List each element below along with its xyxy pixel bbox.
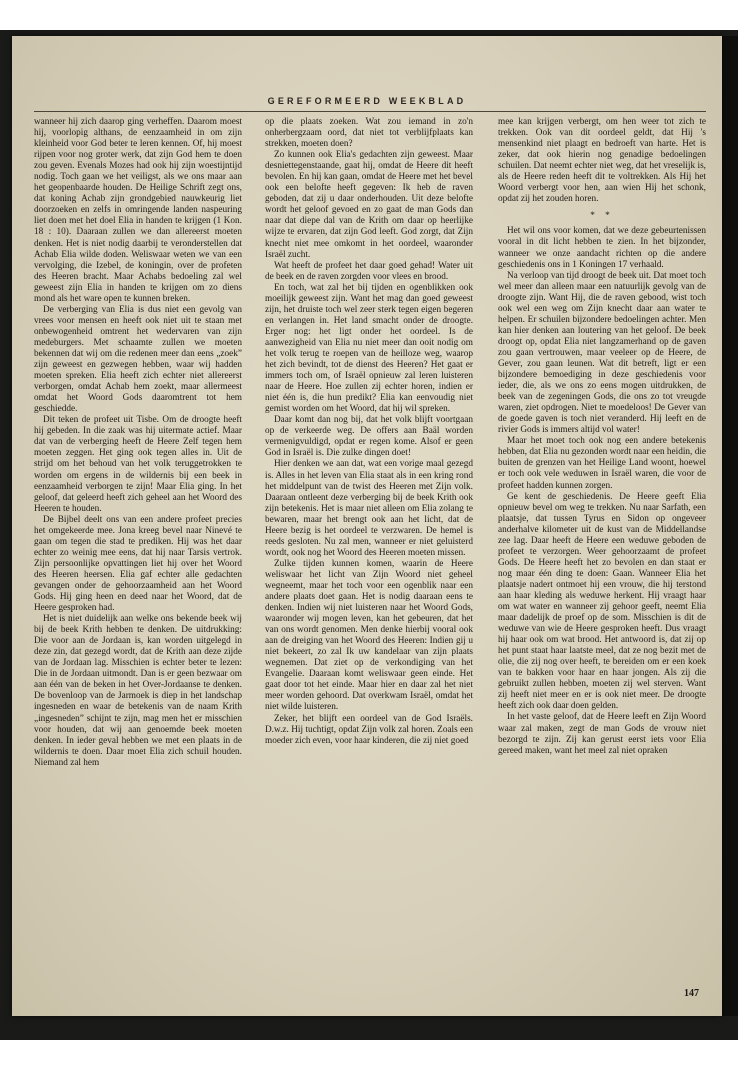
paragraph: op die plaats zoeken. Wat zou iemand in zo'n onherbergzaam oord, dat niet tot verblijfplaats kan strekken, moeten doen? (265, 117, 473, 150)
header-rule (34, 111, 706, 112)
page-number: 147 (684, 988, 699, 999)
scan-dark-edge (722, 36, 738, 1016)
paragraph: Maar het moet toch ook nog een andere betekenis hebben, dat Elia nu gezonden wordt naar een heidin, die buiten de grenzen van het Heilige Land woont, hoewel er toch ook vele weduwen in Israël waren, die voor de profeet hadden kunnen zorgen. (498, 436, 706, 491)
paragraph: De verberging van Elia is dus niet een gevolg van vrees voor mensen en heeft ook niet uit te staan met onbewogenheid omtrent het wedervaren van zijn medeburgers. Met schaamte zullen we moeten bekennen dat wij om die redenen meer dan eens „zoek” zijn geweest en gezwegen hebben, waar wij hadden moeten spreken. Elia heeft zich echter niet allereerst verborgen, omdat Achab hem zoekt, maar allermeest omdat het Woord Gods daaromtrent tot hem geschiedde. (34, 304, 242, 415)
running-header: GEREFORMEERD WEEKBLAD (267, 96, 467, 106)
scan-top-margin (0, 0, 738, 30)
paragraph: Dit teken de profeet uit Tisbe. Om de droogte heeft hij gebeden. In die zaak was hij uitermate actief. Maar dat van de verberging heeft de Heere Zelf tegen hem moeten zeggen. Het ging ook tegen alles in. Uit de strijd om het behoud van het volk teruggetrokken te worden om ergens in de wildernis bij een beek in eenzaamheid verborgen te zijn! Maar Elia ging. In het geloof, dat geleerd heeft zich geheel aan het Woord des Heeren te houden. (34, 415, 242, 514)
magazine-page (12, 36, 722, 1016)
paragraph: wanneer hij zich daarop ging verheffen. Daarom moest hij, voorlopig althans, de eenzaamheid in om zijn kleinheid voor God beter te leren kennen. Of, hij moest rijpen voor nog groter werk, dat zijn God hem te doen zou geven. Evenals Mozes had ook hij zijn woestijntijd nodig. Toch gaan we het veiligst, als we ons maar aan het geopenbaarde houden. De Heilige Schrift zegt ons, dat koning Achab zijn grondgebied nauwkeurig liet doorzoeken en zelfs in omringende landen naspeuring liet doen met het doel Elia in handen te krijgen (1 Kon. 18 : 10). Daaraan zullen we dan allereerst moeten denken. Het is niet nodig daarbij te veronderstellen dat Achab Elia wilde doden. Weliswaar weten we van een vervolging, die Izebel, de koningin, over de profeten des Heeren bracht. Maar Achabs bedoeling zal wel geweest zijn Elia in handen te krijgen om zo diens mond als het ware open te kunnen breken. (34, 117, 242, 304)
paragraph: En toch, wat zal het bij tijden en ogenblikken ook moeilijk geweest zijn. Want het mag dan goed geweest zijn, het druiste toch wel zeer sterk tegen eigen begeren en verlangen in. Het land smacht onder de droogte. Erger nog: het ligt onder het oordeel. Is de aanwezigheid van Elia nu niet meer dan ooit nodig om het volk terug te roepen van de heilloze weg, waarop het zich bevindt, tot de dienst des Heeren? Het gaat er immers toch om, of Israël opnieuw zal leren luisteren naar de Heere. Hoe zullen zij echter horen, indien er niet één is, die hun predikt? Elia kan eenvoudig niet gemist worden om het Woord, dat hij wil spreken. (265, 282, 473, 415)
paragraph: Het is niet duidelijk aan welke ons bekende beek wij bij de beek Krith hebben te denken. De uitdrukking: Die voor aan de Jordaan is, kan worden uitgelegd in deze zin, dat gezegd wordt, dat de Krith aan deze zijde van de Jordaan lag. Misschien is echter beter te lezen: Die in de Jordaan uitmondt. Dan is er geen bezwaar om aan één van de beken in het Over-Jordaanse te denken. De bovenloop van de Jarmoek is diep in het landschap ingesneden en waar de betekenis van de naam Krith „ingesneden” schijnt te zijn, mag men het er misschien voor houden, dat wij aan genoemde beek moeten denken. In ieder geval hebben we met een plaats in de wildernis te doen. Daar moet Elia zich schuil houden. Niemand zal hem (34, 614, 242, 768)
paragraph: Ge kent de geschiedenis. De Heere geeft Elia opnieuw bevel om weg te trekken. Nu naar Sarfath, een plaatsje, dat tussen Tyrus en Sidon op ongeveer anderhalve kilometer uit de kust van de Middellandse zee lag. Daar heeft de Heere een weduwe geboden de profeet te verzorgen. Weer gehoorzaamt de profeet Gods. De Heere heeft het zo bevolen en dan staat er nog maar één ding te doen: Gaan. Wanneer Elia het plaatsje nadert ontmoet hij een vrouw, die hij terstond aan haar kleding als weduwe herkent. Hij vraagt haar om wat water en wanneer zij gehoor geeft, neemt Elia maar dadelijk de proef op de som. Misschien is dit de weduwe van wie de Heere gesproken heeft. Dus vraagt hij haar ook om wat brood. Het antwoord is, dat zij op het punt staat haar laatste meel, dat ze nog bezit met de olie, die zij nog over heeft, te bereiden om er een koek van te bakken voor haar en haar jongen. Als zij die gebruikt zullen hebben, moeten zij wel sterven. Want zij heeft niet meer en er is ook niet meer. De droogte heeft zich ook daar doen gelden. (498, 491, 706, 712)
text-column-2 (265, 117, 473, 997)
paragraph: In het vaste geloof, dat de Heere leeft en Zijn Woord waar zal maken, zegt de man Gods de vrouw niet bezorgd te zijn. Zij kan gerust eerst iets voor Elia gereed maken, want het meel zal niet opraken (498, 712, 706, 756)
text-column-3 (498, 117, 706, 997)
paragraph: Zulke tijden kunnen komen, waarin de Heere weliswaar het licht van Zijn Woord niet geheel wegneemt, maar het toch voor een ogenblik naar een andere plaats doet gaan. Het is nodig daaraan eens te denken. Indien wij niet luisteren naar het Woord Gods, waaronder wij mogen leven, kan het gebeuren, dat het van ons wordt genomen. Men denke hierbij vooral ook aan de dreiging van het Woord des Heeren: Indien gij u niet bekeert, zo zal Ik uw kandelaar van zijn plaats wegnemen. Dat ziet op de verkondiging van het Evangelie. Daaraan komt weliswaar geen einde. Het gaat door tot het einde. Maar hier en daar zal het niet meer worden gehoord. Dat overkwam Israël, omdat het niet wilde luisteren. (265, 558, 473, 713)
text-column-1 (34, 117, 242, 997)
paragraph: De Bijbel deelt ons van een andere profeet precies het omgekeerde mee. Jona kreeg bevel naar Ninevé te gaan om tegen die stad te prediken. Hij was het daar echter zo weinig mee eens, dat hij naar Tarsis vertrok. Zijn persoonlijke opvattingen liet hij over het Woord des Heeren heersen. Elia gaf echter alle gedachten gevangen onder de gehoorzaamheid aan het Woord Gods. Hij ging heen en deed naar het Woord, dat de Heere gesproken had. (34, 514, 242, 614)
paragraph: mee kan krijgen verbergt, om hen weer tot zich te trekken. Ook van dit oordeel geldt, dat Hij 's mensenkind niet plaagt en bedroeft van harte. Het is zeker, dat ook hierin nog genadige bedoelingen schuilen. Dat neemt echter niet weg, dat het vreselijk is, als de Heere reden heeft dit te voltrekken. Als Hij het Woord verbergt voor hen, aan wien Hij het schonk, opdat zij het zouden horen. (498, 117, 706, 205)
section-separator: * * (590, 211, 614, 222)
paragraph: Wat heeft de profeet het daar goed gehad! Water uit de beek en de raven zorgden voor vlees en brood. (265, 260, 473, 282)
paragraph: Daar komt dan nog bij, dat het volk blijft voortgaan op de verkeerde weg. De offers aan Baäl worden vermenigvuldigd, opdat er regen kome. Alsof er geen God in Israël is. Die zulke dingen doet! (265, 415, 473, 459)
paragraph: Zeker, het blijft een oordeel van de God Israëls. D.w.z. Hij tuchtigt, opdat Zijn volk zal horen. Zoals een moeder zich even, voor haar kinderen, die zij niet goed (265, 713, 473, 746)
paragraph: Na verloop van tijd droogt de beek uit. Dat moet toch wel meer dan alleen maar een natuurlijk gevolg van de droogte zijn. Want Hij, die de raven gebood, wist toch ook wel een weg om Zijn knecht daar aan water te helpen. Er schuilen bijzondere bedoelingen achter. Men kan hier denken aan loutering van het geloof. De beek droogt op, opdat Elia niet langzamerhand op de gaven zou gaan vertrouwen, maar veeleer op de Heere, de Gever, zou gaan leunen. Wat dit betreft, ligt er een bijzondere bemoediging in deze geschiedenis voor ieder, die, als we ons zo eens mogen uitdrukken, de beek van de zegeningen Gods, die ons zo tot vreugde waren, ziet opdrogen. Niet te moedeloos! De Gever van de goede gaven is toch niet veranderd. Hij leeft en de rivier Gods is immers altijd vol water! (498, 270, 706, 436)
paragraph: Het wil ons voor komen, dat we deze gebeurtenissen vooral in dit licht hebben te zien. In het bijzonder, wanneer we onze aandacht richten op die andere geschiedenis ons in 1 Koningen 17 verhaald. (498, 226, 706, 270)
paragraph: Hier denken we aan dat, wat een vorige maal gezegd is. Alles in het leven van Elia staat als in een kring rond het middelpunt van de twist des Heeren met Zijn volk. Daaraan ontleent deze verberging bij de beek Krith ook zijn betekenis. Het is maar niet alleen om Elia zolang te bewaren, maar het brengt ook aan het licht, dat de Heere bezig is het oordeel te verzwaren. De hemel is reeds gesloten. Nu zal men, wanneer er niet geluisterd wordt, ook nog het Woord des Heeren moeten missen. (265, 459, 473, 558)
scan-bottom-margin (0, 1040, 738, 1068)
paragraph: Zo kunnen ook Elia's gedachten zijn geweest. Maar desniettegenstaande, gaat hij, omdat de Heere dit heeft bevolen. En hij kan gaan, omdat de Heere met het bevel ook een belofte heeft gegeven: Ik heb de raven geboden, dat zij u daar onderhouden. Uit deze belofte wordt het geloof gevoed en zo gaat de man Gods dan naar dat diepe dal van de Krith om daar op heerlijke wijze te ervaren, dat zijn God leeft. God zorgt, dat Zijn knecht niet mee omkomt in het oordeel, waaronder Israël zucht. (265, 150, 473, 260)
